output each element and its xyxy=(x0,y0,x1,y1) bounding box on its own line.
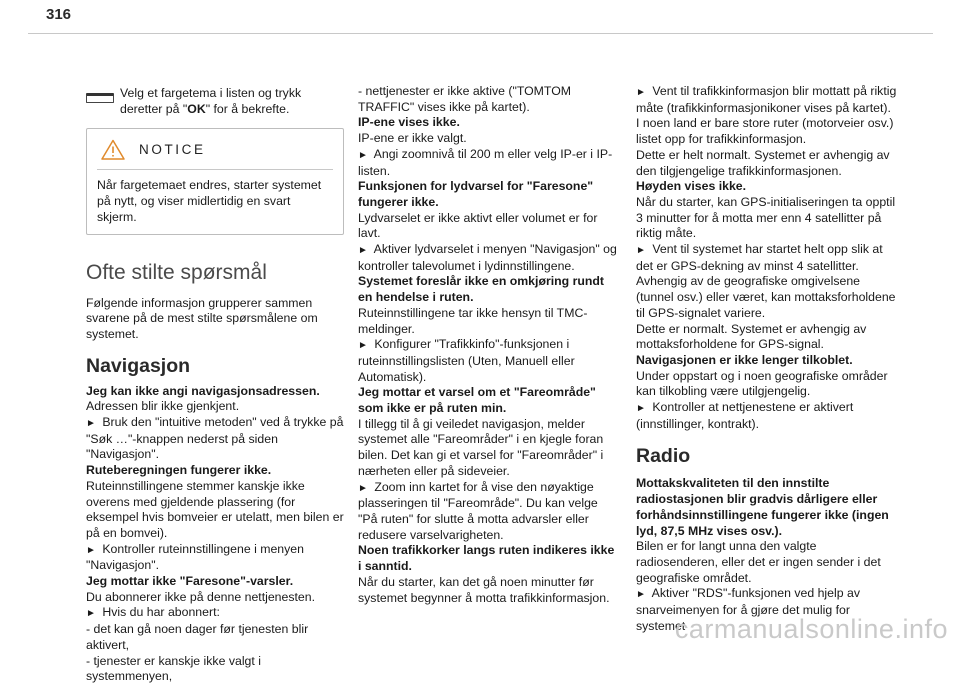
answer: I noen land er bare store ruter (motorveier osv.) listet opp for trafikkinformasjon. xyxy=(636,116,894,147)
answer: Når du starter, kan det gå noen minutter før systemet begynner å motta trafikkinformasjon. xyxy=(358,574,610,605)
question: Noen trafikkorker langs ruten indikeres ikke i sanntid. xyxy=(358,543,615,574)
arrow-right-icon: ► xyxy=(636,403,646,415)
answer: Du abonnerer ikke på denne nettjenesten. xyxy=(86,589,316,604)
arrow-right-icon: ► xyxy=(358,482,368,494)
answer: Dette er helt normalt. Systemet er avhengig av den tilgjengelige trafikkinformasjonen. xyxy=(636,147,890,178)
touchscreen-icon xyxy=(86,93,114,103)
answer-step: ► Kontroller at nettjenestene er aktivert (innstillinger, kontrakt). xyxy=(636,400,854,431)
answer-step: ► Zoom inn kartet for å vise den nøyaktige plasseringen til "Fareområde". Du kan velge "På ruten" for slutte å motta advarsler eller redusere varselvarigheten. xyxy=(358,479,598,542)
notice-divider xyxy=(97,169,333,170)
list-item: - tjenester er kanskje ikke valgt i systemmenyen, xyxy=(86,653,261,684)
answer: Lydvarselet er ikke aktivt eller volumet er for lavt. xyxy=(358,210,598,241)
arrow-right-icon: ► xyxy=(358,340,368,352)
question: Mottakskvaliteten til den innstilte radiostasjonen blir gradvis dårligere eller forhåndsinnstillingene fungerer ikke (ingen lyd, 87,5 MHz vises osv.). xyxy=(636,476,889,538)
column-2 xyxy=(358,84,620,606)
question: Navigasjonen er ikke lenger tilkoblet. xyxy=(636,352,853,367)
answer-step: ► Konfigurer "Trafikkinfo"-funksjonen i ruteinnstillingslisten (Uten, Manuell eller Automatisk). xyxy=(358,337,575,384)
answer-step: ► Vent til trafikkinformasjon blir mottatt på riktig måte (trafikkinformasjonikoner vises på kartet). xyxy=(636,84,897,115)
faq-heading: Ofte stilte spørsmål xyxy=(86,260,267,284)
arrow-right-icon: ► xyxy=(358,245,368,257)
answer-step: ► Aktiver "RDS"-funksjonen ved hjelp av snarveimenyen for å gjøre det mulig for systemet xyxy=(636,586,860,633)
answer: Ruteinnstillingene tar ikke hensyn til TMC-meldinger. xyxy=(358,305,588,336)
list-item: - nettjenester er ikke aktive ("TOMTOM TRAFFIC" vises ikke på kartet). xyxy=(358,84,572,114)
question: Ruteberegningen fungerer ikke. xyxy=(86,463,272,478)
question: Systemet foreslår ikke en omkjøring rundt en hendelse i ruten. xyxy=(358,274,605,305)
answer-step: ► Hvis du har abonnert: xyxy=(86,605,220,620)
notice-title: NOTICE xyxy=(139,141,206,157)
faq-intro: Følgende informasjon grupperer sammen svarene på de mest stilte spørsmålene om systemet. xyxy=(86,295,318,341)
answer-step: ► Bruk den "intuitive metoden" ved å trykke på "Søk …"-knappen nederst på siden "Navigasjon". xyxy=(86,415,344,462)
notice-box xyxy=(86,128,344,234)
notice-text: Når fargetemaet endres, starter systemet på nytt, og viser midlertidig en svart skjerm. xyxy=(97,178,322,224)
answer: Adressen blir ikke gjenkjent. xyxy=(86,399,240,414)
answer: Ruteinnstillingene stemmer kanskje ikke overens med gjeldende plassering (for eksempel hvis bomveier er utelatt, men bilen er på en bomvei). xyxy=(86,478,344,540)
question: Jeg kan ikke angi navigasjonsadressen. xyxy=(86,383,320,398)
question: Funksjonen for lydvarsel for "Faresone" fungerer ikke. xyxy=(358,179,594,209)
answer-step: ► Kontroller ruteinnstillingene i menyen "Navigasjon". xyxy=(86,541,304,573)
arrow-right-icon: ► xyxy=(86,544,96,556)
arrow-right-icon: ► xyxy=(636,87,646,98)
top-divider xyxy=(28,33,933,34)
answer: I tillegg til å gi veiledet navigasjon, melder systemet alle "Fareområder" i en kjegle foran bilen. Det kan gi et varsel for "Fareområder" i nærheten eller på sideveier. xyxy=(358,416,604,478)
arrow-right-icon: ► xyxy=(636,589,646,601)
navigation-heading: Navigasjon xyxy=(86,354,191,377)
question: Jeg mottar ikke "Faresone"-varsler. xyxy=(86,574,294,589)
column-3 xyxy=(636,84,898,635)
answer-step: ► Angi zoomnivå til 200 m eller velg IP-er i IP-listen. xyxy=(358,146,613,178)
list-item: - det kan gå noen dager før tjenesten blir aktivert, xyxy=(86,622,309,652)
arrow-right-icon: ► xyxy=(86,418,96,430)
answer-step: ► Aktiver lydvarselet i menyen "Navigasjon" og kontroller talevolumet i lydinnstillingene. xyxy=(358,242,617,273)
question: Jeg mottar et varsel om et "Fareområde" som ikke er på ruten min. xyxy=(358,385,596,416)
answer-step: ► Vent til systemet har startet helt opp slik at det er GPS-dekning av minst 4 satellitter. xyxy=(636,242,883,273)
watermark: carmanualsonline.info xyxy=(674,614,948,644)
answer: Avhengig av de geografiske omgivelsene (tunnel osv.) eller været, kan mottaksforholdene til GPS-signalet variere. xyxy=(636,274,896,320)
arrow-right-icon: ► xyxy=(636,245,646,257)
answer: Under oppstart og i noen geografiske områder kan tilkobling være utilgjengelig. xyxy=(636,368,888,399)
arrow-right-icon: ► xyxy=(86,608,96,620)
question: Høyden vises ikke. xyxy=(636,179,747,194)
answer: Bilen er for langt unna den valgte radiosenderen, eller det er ingen sender i det geografiske området. xyxy=(636,539,881,585)
page-number: 316 xyxy=(46,6,72,23)
arrow-right-icon: ► xyxy=(358,149,368,161)
notice-header xyxy=(97,136,333,162)
instruction-step: Velg et fargetema i listen og trykk deretter på "OK" for å bekrefte. xyxy=(86,86,344,117)
answer: Når du starter, kan GPS-initialiseringen ta opptil 3 minutter for å motta mer enn 4 satellitter på riktig måte. xyxy=(636,194,896,241)
warning-triangle-icon xyxy=(101,139,125,160)
answer: IP-ene er ikke valgt. xyxy=(358,131,467,146)
answer: Dette er normalt. Systemet er avhengig av mottaksforholdene for GPS-signal. xyxy=(636,321,867,352)
question: IP-ene vises ikke. xyxy=(358,115,460,130)
radio-heading: Radio xyxy=(636,445,691,468)
column-1 xyxy=(86,84,344,685)
